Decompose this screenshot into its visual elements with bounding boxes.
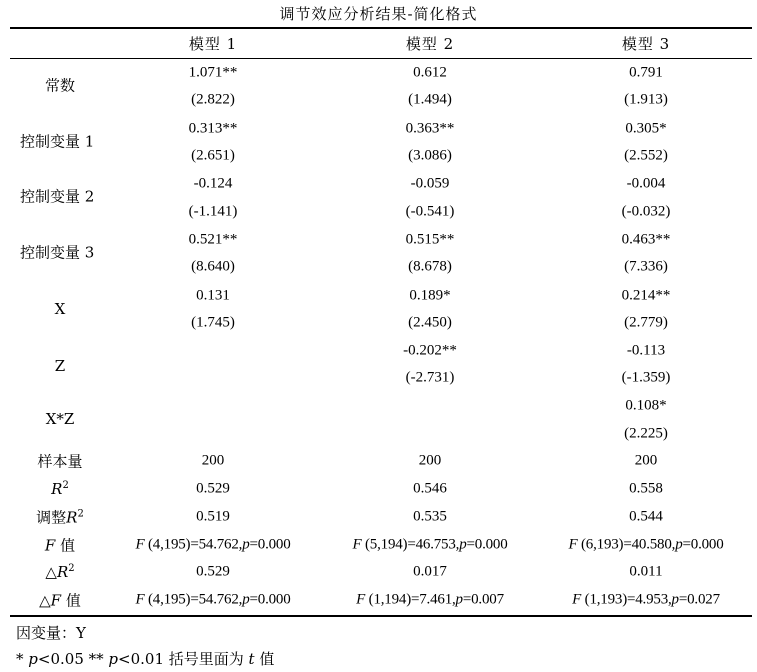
t-value-cell: (2.779) — [624, 314, 668, 331]
note-dependent-variable: 因变量：Y — [16, 624, 86, 642]
coef-cell: 0.131 — [196, 287, 230, 304]
row-label-variable: R — [66, 508, 78, 527]
coef-cell: -0.113 — [626, 342, 666, 359]
f-stat-cell — [356, 592, 504, 609]
t-value-cell: (3.086) — [408, 147, 452, 164]
row-label-superscript: 2 — [62, 480, 69, 491]
row-label-variable: R — [51, 480, 63, 498]
p-variable: p — [455, 591, 463, 608]
t-value-cell: (2.822) — [191, 91, 235, 108]
p-variable: p — [671, 591, 679, 608]
coef-cell: 0.515** — [405, 231, 455, 248]
t-value-cell: (-0.541) — [405, 203, 455, 220]
f-df: (6,193)=40.580, — [577, 536, 676, 553]
stat-cell: 0.017 — [413, 563, 447, 580]
header-rule — [10, 58, 752, 59]
f-variable: F — [572, 591, 582, 608]
top-rule — [10, 27, 752, 29]
t-value-cell: (-2.731) — [405, 369, 455, 386]
note-p-var: p — [28, 650, 38, 668]
f-p: =0.000 — [249, 536, 291, 553]
row-label-delta-r-squared — [10, 563, 110, 581]
coef-cell: 1.071** — [188, 64, 238, 81]
note-sig-a: * — [16, 650, 29, 668]
row-label-prefix: 调整 — [36, 508, 67, 527]
f-variable: F — [568, 536, 578, 553]
note-sig-b: <0.05 ** — [37, 650, 109, 668]
row-label-x: X — [54, 300, 66, 318]
row-label-variable: F — [50, 591, 62, 610]
table-title: 调节效应分析结果-简化格式 — [279, 5, 478, 23]
row-label-text: 样本量 — [37, 452, 83, 471]
stat-cell: 0.529 — [196, 480, 230, 497]
p-variable: p — [242, 591, 250, 608]
f-df: (4,195)=54.762, — [144, 536, 243, 553]
row-label-adjusted-r-squared — [10, 507, 110, 528]
row-label-prefix: △ — [39, 591, 51, 610]
coef-cell: -0.059 — [410, 175, 450, 192]
t-value-cell: (7.336) — [624, 258, 668, 275]
note-t-var: t — [248, 650, 255, 668]
f-df: (1,193)=4.953, — [581, 591, 672, 608]
t-value-cell: (2.552) — [624, 147, 668, 164]
t-value-cell: (2.651) — [191, 147, 235, 164]
t-value-cell: (-1.359) — [621, 369, 671, 386]
coef-cell: 0.363** — [405, 120, 455, 137]
row-label-constant: 常数 — [44, 76, 75, 95]
stat-cell: 0.519 — [196, 508, 230, 525]
f-stat-cell — [572, 592, 720, 609]
stat-cell: 0.546 — [413, 480, 447, 497]
row-label-z: Z — [54, 357, 66, 375]
row-label-delta-f-value — [10, 590, 110, 611]
coef-cell: 0.305* — [625, 120, 667, 137]
t-value-cell: (-0.032) — [621, 203, 671, 220]
row-label-sample-size — [10, 451, 110, 472]
f-df: (4,195)=54.762, — [144, 591, 243, 608]
t-value-cell: (1.913) — [624, 91, 668, 108]
f-p: =0.000 — [249, 591, 291, 608]
note-significance — [16, 648, 274, 669]
row-label-control-1: 控制变量 1 — [20, 132, 95, 151]
f-stat-cell — [135, 592, 290, 609]
f-stat-cell — [352, 537, 507, 554]
coef-cell: -0.124 — [193, 175, 233, 192]
stat-cell: 0.529 — [196, 563, 230, 580]
row-label-variable: R — [56, 563, 69, 581]
f-p: =0.000 — [466, 536, 508, 553]
coef-cell: 0.521** — [188, 231, 238, 248]
t-value-cell: (8.678) — [408, 258, 452, 275]
f-variable: F — [135, 536, 145, 553]
f-df: (1,194)=7.461, — [365, 591, 456, 608]
stat-cell: 200 — [201, 452, 225, 469]
coef-cell: 0.313** — [188, 120, 238, 137]
note-sig-d: 值 — [254, 650, 275, 668]
note-p-var-2: p — [108, 650, 119, 668]
row-label-prefix: △ — [45, 563, 57, 581]
row-label-r-squared — [10, 480, 110, 498]
row-label-suffix: 值 — [55, 536, 76, 555]
stat-cell: 0.535 — [413, 508, 447, 525]
row-label-control-2: 控制变量 2 — [20, 187, 95, 206]
t-value-cell: (2.225) — [624, 425, 668, 442]
bottom-rule — [10, 615, 752, 617]
t-value-cell: (-1.141) — [188, 203, 238, 220]
f-variable: F — [356, 591, 366, 608]
coef-cell: 0.791 — [629, 64, 663, 81]
f-stat-cell — [568, 537, 723, 554]
p-variable: p — [459, 536, 467, 553]
f-p: =0.000 — [682, 536, 724, 553]
coef-cell: 0.108* — [625, 397, 667, 414]
coef-cell: 0.214** — [621, 287, 671, 304]
column-header-model-3: 模型 3 — [621, 35, 671, 53]
column-header-model-2: 模型 2 — [405, 35, 455, 53]
t-value-cell: (2.450) — [408, 314, 452, 331]
f-stat-cell — [135, 537, 290, 554]
p-variable: p — [675, 536, 683, 553]
t-value-cell: (8.640) — [191, 258, 235, 275]
stat-cell: 0.558 — [629, 480, 663, 497]
coef-cell: 0.189* — [409, 287, 451, 304]
row-label-control-3: 控制变量 3 — [20, 243, 95, 262]
f-p: =0.007 — [462, 591, 504, 608]
p-variable: p — [242, 536, 250, 553]
stat-cell: 200 — [418, 452, 442, 469]
stat-cell: 200 — [634, 452, 658, 469]
f-variable: F — [135, 591, 145, 608]
t-value-cell: (1.745) — [191, 314, 235, 331]
row-label-suffix: 值 — [61, 591, 81, 610]
stat-cell: 0.011 — [629, 563, 663, 580]
f-p: =0.027 — [678, 591, 720, 608]
coef-cell: 0.463** — [621, 231, 671, 248]
stat-cell: 0.544 — [629, 508, 663, 525]
coef-cell: 0.612 — [413, 64, 447, 81]
coef-cell: -0.004 — [626, 175, 666, 192]
row-label-f-value — [10, 535, 110, 556]
t-value-cell: (1.494) — [408, 91, 452, 108]
note-sig-c: <0.01 括号里面为 — [118, 650, 249, 668]
coef-cell: -0.202** — [403, 342, 457, 359]
row-label-variable: F — [44, 536, 56, 555]
f-df: (5,194)=46.753, — [361, 536, 460, 553]
row-label-superscript: 2 — [68, 563, 75, 574]
column-header-model-1: 模型 1 — [188, 35, 238, 53]
row-label-superscript: 2 — [77, 508, 84, 520]
row-label-x-z: X*Z — [45, 410, 75, 428]
f-variable: F — [352, 536, 362, 553]
